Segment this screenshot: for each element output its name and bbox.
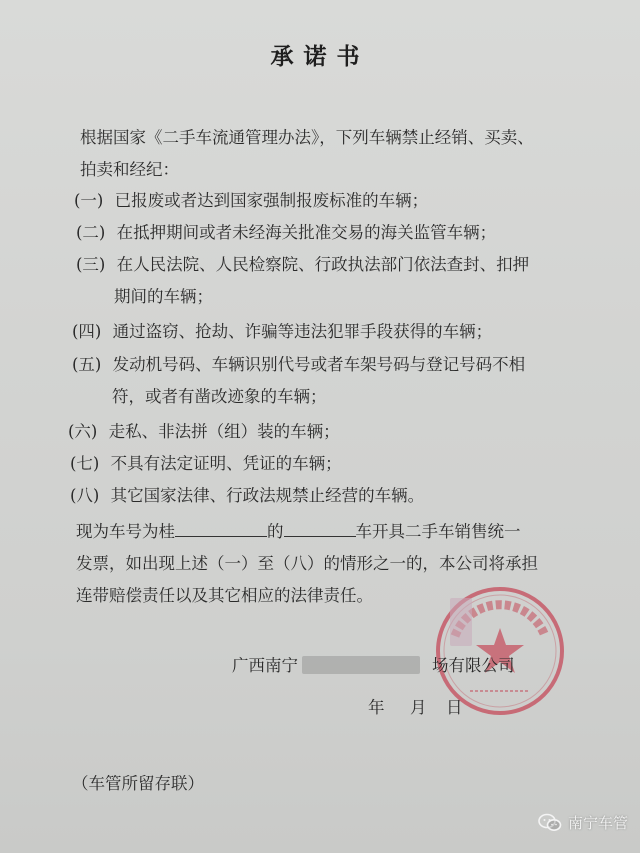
date-month: 月 xyxy=(410,698,427,717)
company-name-start: 广西南宁 xyxy=(232,656,298,675)
date-day: 日 xyxy=(446,698,463,717)
vehicle-model-blank xyxy=(284,522,356,537)
item-text: 走私、非法拼（组）装的车辆； xyxy=(108,422,340,441)
list-item xyxy=(74,187,428,211)
date-year: 年 xyxy=(368,698,385,717)
watermark-text: 南宁车管 xyxy=(567,814,628,832)
list-item xyxy=(72,351,525,375)
intro-line-1: 根据国家《二手车流通管理办法》，下列车辆禁止经销、买卖、 xyxy=(80,128,534,147)
item-text: 发动机号码、车辆识别代号或者车架号码与登记号码不相 xyxy=(112,355,526,374)
item-text: 通过盗窃、抢劫、诈骗等违法犯罪手段获得的车辆； xyxy=(112,322,493,341)
wechat-icon xyxy=(538,813,562,833)
footer-note: （车管所留存联） xyxy=(72,774,204,793)
company-name-end: 场有限公司 xyxy=(432,656,515,675)
statement-text: 的 xyxy=(267,522,284,541)
statement-line-1 xyxy=(76,518,521,542)
statement-text: 现为车号为桂 xyxy=(76,522,175,541)
redacted-text xyxy=(302,656,420,674)
item-text: 在抵押期间或者未经海关批准交易的海关监管车辆； xyxy=(116,223,497,242)
item-label: (三) xyxy=(76,255,106,274)
item-continuation: 期间的车辆； xyxy=(114,287,213,306)
item-label: (七) xyxy=(70,454,100,473)
watermark xyxy=(538,812,628,833)
item-label: (二) xyxy=(76,223,106,242)
list-item xyxy=(70,482,424,506)
list-item xyxy=(76,251,529,275)
statement-line-2: 发票，如出现上述（一）至（八）的情形之一的，本公司将承担 xyxy=(76,554,538,573)
list-item xyxy=(72,318,492,342)
item-continuation: 符，或者有凿改迹象的车辆； xyxy=(112,387,327,406)
item-text: 其它国家法律、行政法规禁止经营的车辆。 xyxy=(110,486,425,505)
item-text: 已报废或者达到国家强制报废标准的车辆； xyxy=(114,191,429,210)
item-text: 在人民法院、人民检察院、行政执法部门依法查封、扣押 xyxy=(116,255,530,274)
item-label: (五) xyxy=(72,355,102,374)
item-label: (一) xyxy=(74,191,104,210)
item-label: (八) xyxy=(70,486,100,505)
list-item xyxy=(76,219,496,243)
list-item xyxy=(70,450,342,474)
document-title: 承诺书 xyxy=(270,43,370,70)
item-text: 不具有法定证明、凭证的车辆； xyxy=(110,454,342,473)
item-label: (四) xyxy=(72,322,102,341)
list-item xyxy=(68,418,340,442)
plate-number-blank xyxy=(175,522,267,537)
intro-line-2: 拍卖和经纪： xyxy=(80,160,179,179)
statement-text: 车开具二手车销售统一 xyxy=(355,522,521,541)
statement-line-3: 连带赔偿责任以及其它相应的法律责任。 xyxy=(76,586,373,605)
redacted-text xyxy=(450,598,472,646)
item-label: (六) xyxy=(68,422,98,441)
company-name xyxy=(232,652,298,676)
